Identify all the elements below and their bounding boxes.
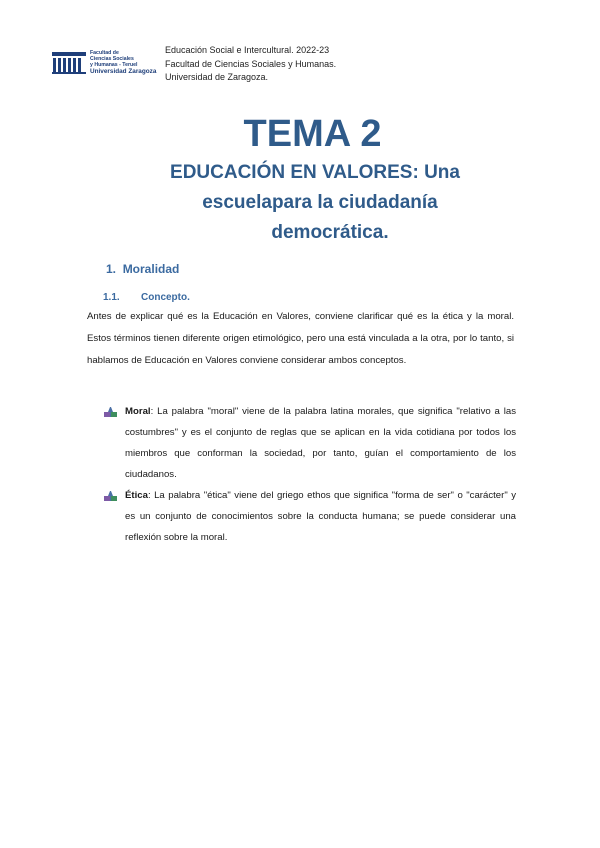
header-university: Universidad de Zaragoza.	[165, 72, 269, 82]
page-title: TEMA 2	[243, 113, 382, 155]
logo-text	[90, 50, 157, 76]
subtitle-line-2: escuelapara la ciudadanía	[202, 192, 438, 213]
bullet-text: : La palabra "ética" viene del griego ethos que significa "forma de ser" o "carácter" y es un conjunto de conocimientos sobre la conducta humana; se puede considerar una reflexión sobre la moral.	[125, 490, 516, 543]
intro-paragraph: Antes de explicar qué es la Educación en Valores, conviene clarificar qué es la ética y la moral. Estos términos tienen diferente origen etimológico, pero una está vinculada a la otra, por lo tanto, si hablamos de Educación en Valores conviene considerar ambos conceptos.	[87, 311, 514, 366]
header-faculty: Facultad de Ciencias Sociales y Humanas.	[165, 58, 337, 69]
list-item	[104, 485, 516, 548]
faculty-logo	[52, 50, 157, 80]
list-item	[104, 401, 516, 485]
bullet-list	[104, 401, 516, 548]
section-label: Moralidad	[122, 262, 180, 276]
header-info	[165, 44, 336, 85]
bullet-icon	[104, 406, 117, 418]
logo-line-4: Universidad Zaragoza	[90, 68, 157, 75]
subsection-label: Concepto.	[141, 292, 190, 303]
bullet-text: : La palabra "moral" viene de la palabra latina morales, que significa "relativo a las costumbres" y es el conjunto de reglas que se aplican en la vida cotidiana por todos los miembros que conforman la sociedad, por tanto, guían el comportamiento de los ciudadanos.	[125, 406, 516, 480]
bullet-term: Moral	[125, 406, 151, 417]
subtitle-line-1: EDUCACIÓN EN VALORES: Una	[170, 162, 460, 183]
title-block	[0, 112, 600, 248]
subsection-heading	[103, 292, 190, 303]
logo-line-2: Ciencias Sociales	[90, 56, 134, 62]
header-course: Educación Social e Intercultural. 2022-23	[165, 45, 330, 55]
section-heading	[106, 262, 179, 276]
bullet-term: Ética	[125, 490, 148, 501]
faculty-building-icon	[52, 52, 86, 74]
subsection-number: 1.1.	[103, 292, 120, 303]
page-header	[52, 44, 572, 84]
page-subtitle	[0, 158, 600, 248]
logo-line-3: y Humanas - Teruel	[90, 62, 138, 68]
bullet-icon	[104, 490, 117, 502]
logo-line-1: Facultad de	[90, 50, 119, 56]
subtitle-line-3: democrática.	[271, 222, 389, 243]
section-number: 1.	[106, 262, 117, 276]
